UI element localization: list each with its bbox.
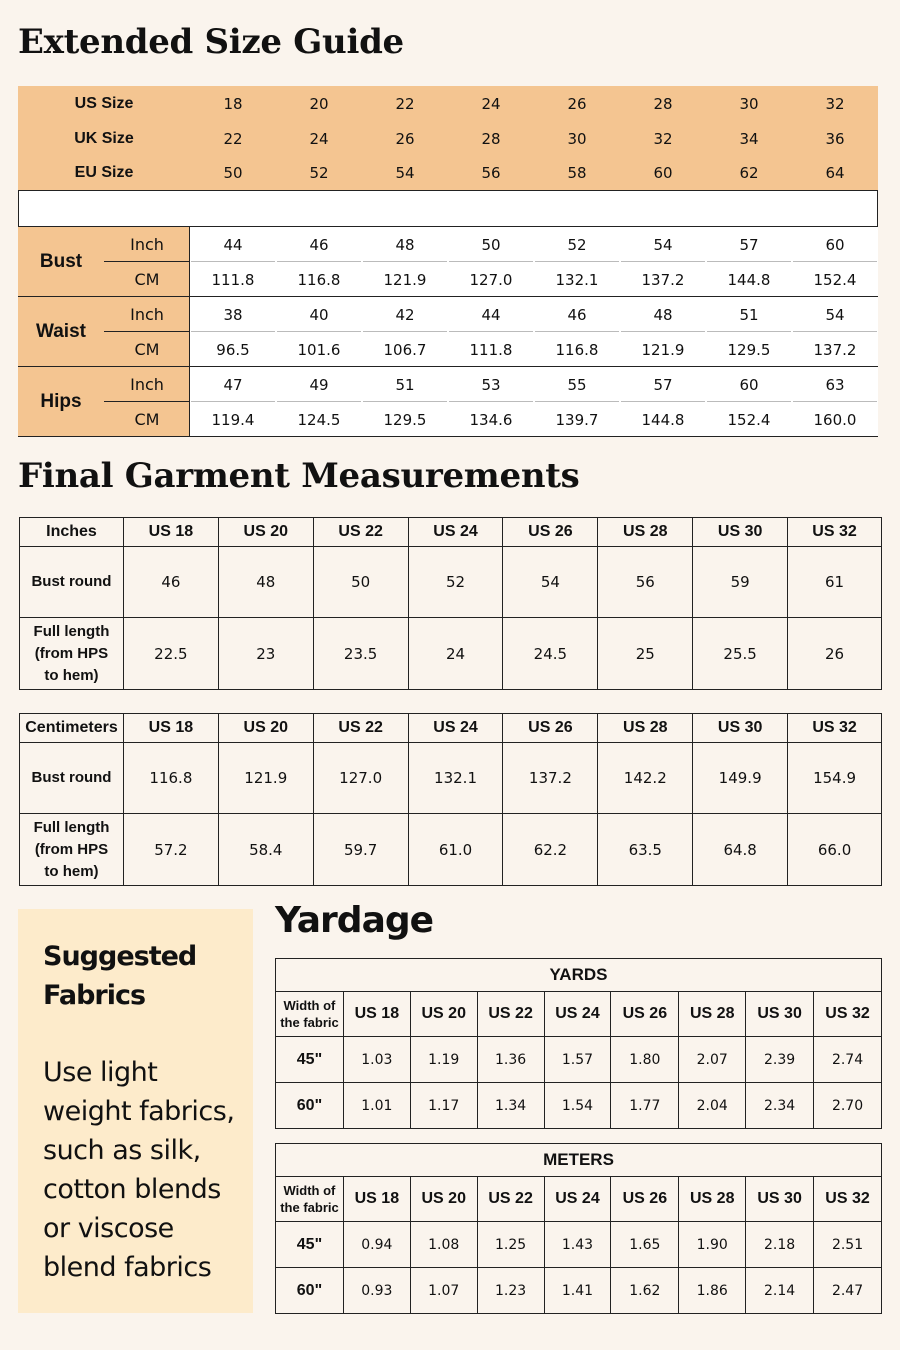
- measurement-name: Hips: [40, 391, 82, 412]
- size-value: 18: [223, 94, 243, 113]
- yardage-yards-table: [275, 958, 882, 1129]
- measurement-value: 152.4: [727, 410, 771, 429]
- table-cell: 1.43: [544, 1222, 611, 1268]
- table-cell: 142.2: [598, 743, 693, 814]
- column-header: US 30: [693, 518, 788, 547]
- table-cell: 1.90: [679, 1222, 746, 1268]
- suggested-fabrics-title: Suggested Fabrics: [43, 941, 197, 1011]
- measurement-group: [18, 297, 878, 367]
- column-header: US 30: [746, 992, 814, 1037]
- table-cell: 2.74: [814, 1037, 882, 1083]
- table-cell: 1.65: [611, 1222, 679, 1268]
- measurement-value: 129.5: [383, 410, 427, 429]
- measurement-value: 124.5: [297, 410, 341, 429]
- yardage-meters-table: [275, 1143, 882, 1314]
- column-header: US 30: [693, 714, 788, 743]
- measurement-value: 127.0: [469, 270, 513, 289]
- final-garment-inches-table: [19, 517, 882, 690]
- size-value: 62: [739, 163, 759, 182]
- unit-label: CM: [134, 270, 160, 289]
- measurement-label-cell: [18, 297, 190, 367]
- corner-cell: Inches: [20, 518, 124, 547]
- column-header: US 24: [408, 518, 503, 547]
- row-separator: [190, 401, 878, 402]
- measurement-row: [190, 402, 878, 437]
- column-header: US 18: [343, 1177, 410, 1222]
- measurement-value: 116.8: [555, 340, 599, 359]
- row-label: Bust round: [20, 547, 124, 618]
- measurement-value: 60: [739, 375, 759, 394]
- measurement-value: 132.1: [555, 270, 599, 289]
- column-header: US 22: [477, 1177, 544, 1222]
- size-value: 52: [309, 163, 329, 182]
- table-cell: 1.03: [343, 1037, 410, 1083]
- table-cell: 58.4: [218, 814, 313, 886]
- measurement-value: 46: [309, 235, 329, 254]
- column-header: US 20: [410, 1177, 477, 1222]
- measurement-value: 52: [567, 235, 587, 254]
- table-cell: 2.47: [814, 1268, 882, 1314]
- size-value: 22: [223, 129, 243, 148]
- measurement-value: 54: [825, 305, 845, 324]
- unit-label: CM: [134, 410, 160, 429]
- table-cell: 137.2: [503, 743, 598, 814]
- column-header: US 26: [611, 992, 679, 1037]
- table-cell: 24.5: [503, 618, 598, 690]
- measurement-value: 38: [223, 305, 243, 324]
- table-cell: 132.1: [408, 743, 503, 814]
- table-cell: 154.9: [788, 743, 882, 814]
- table-cell: 2.18: [746, 1222, 814, 1268]
- corner-cell: Centimeters: [20, 714, 124, 743]
- column-header: US 24: [544, 1177, 611, 1222]
- table-cell: 1.54: [544, 1083, 611, 1129]
- table-cell: 2.51: [814, 1222, 882, 1268]
- measurement-value: 137.2: [813, 340, 857, 359]
- measurement-value: 55: [567, 375, 587, 394]
- size-header-row: [18, 86, 878, 121]
- column-header: US 20: [218, 518, 313, 547]
- size-header-row: [18, 155, 878, 190]
- table-cell: 59: [693, 547, 788, 618]
- measurement-value: 46: [567, 305, 587, 324]
- caption-row: [276, 959, 882, 992]
- table-cell: 121.9: [218, 743, 313, 814]
- table-cell: 57.2: [123, 814, 218, 886]
- size-value: 32: [825, 94, 845, 113]
- table-cell: 56: [598, 547, 693, 618]
- size-value: 30: [567, 129, 587, 148]
- measurement-value: 137.2: [641, 270, 685, 289]
- table-row: [20, 547, 882, 618]
- table-cell: 1.07: [410, 1268, 477, 1314]
- size-value: 20: [309, 94, 329, 113]
- measurement-value: 119.4: [211, 410, 255, 429]
- table-cell: 2.04: [679, 1083, 746, 1129]
- measurement-row: [190, 367, 878, 402]
- size-value: 34: [739, 129, 759, 148]
- size-value: 32: [653, 129, 673, 148]
- column-header: US 28: [679, 992, 746, 1037]
- size-guide-title: Extended Size Guide: [18, 22, 404, 62]
- size-value: 60: [653, 163, 673, 182]
- table-cell: 1.25: [477, 1222, 544, 1268]
- table-row: [276, 1083, 882, 1129]
- row-label: Full length (from HPS to hem): [20, 618, 124, 690]
- measurement-name: Waist: [36, 321, 86, 342]
- measurement-row: [190, 297, 878, 332]
- size-value: 22: [395, 94, 415, 113]
- table-cell: 127.0: [313, 743, 408, 814]
- table-cell: 50: [313, 547, 408, 618]
- measurement-value: 121.9: [383, 270, 427, 289]
- measurement-value: 44: [223, 235, 243, 254]
- table-cell: 66.0: [788, 814, 882, 886]
- caption-row: [276, 1144, 882, 1177]
- measurement-value: 101.6: [297, 340, 341, 359]
- row-separator: [190, 261, 878, 262]
- header-row: [276, 1177, 882, 1222]
- table-cell: 1.08: [410, 1222, 477, 1268]
- measurement-value: 54: [653, 235, 673, 254]
- unit-label: Inch: [130, 375, 164, 394]
- row-label: 60": [276, 1083, 344, 1129]
- size-value: 26: [567, 94, 587, 113]
- column-header: US 22: [313, 714, 408, 743]
- unit-divider: [104, 261, 190, 262]
- measurement-value: 42: [395, 305, 415, 324]
- table-cell: 2.34: [746, 1083, 814, 1129]
- table-cell: 22.5: [123, 618, 218, 690]
- measurement-value: 152.4: [813, 270, 857, 289]
- column-header: US 18: [123, 518, 218, 547]
- table-cell: 0.94: [343, 1222, 410, 1268]
- table-cell: 1.41: [544, 1268, 611, 1314]
- measurement-row: [190, 227, 878, 262]
- size-value: 26: [395, 129, 415, 148]
- column-header: US 20: [218, 714, 313, 743]
- table-cell: 23.5: [313, 618, 408, 690]
- measurement-group: [18, 367, 878, 437]
- column-header: US 26: [503, 518, 598, 547]
- table-cell: 61.0: [408, 814, 503, 886]
- header-row: [20, 518, 882, 547]
- unit-divider: [104, 401, 190, 402]
- table-row: [20, 618, 882, 690]
- table-cell: 116.8: [123, 743, 218, 814]
- row-label: Bust round: [20, 743, 124, 814]
- table-cell: 1.77: [611, 1083, 679, 1129]
- body-measurements-table: [18, 227, 878, 437]
- measurement-row: [190, 262, 878, 297]
- measurement-value: 111.8: [211, 270, 255, 289]
- column-header: US 24: [544, 992, 611, 1037]
- row-label: 60": [276, 1268, 344, 1314]
- table-cell: 1.57: [544, 1037, 611, 1083]
- size-value: 28: [481, 129, 501, 148]
- column-header: US 32: [788, 518, 882, 547]
- table-cell: 1.34: [477, 1083, 544, 1129]
- size-value: 30: [739, 94, 759, 113]
- table-caption: METERS: [276, 1144, 882, 1177]
- unit-label: CM: [134, 340, 160, 359]
- table-cell: 1.62: [611, 1268, 679, 1314]
- measurement-value: 57: [739, 235, 759, 254]
- table-row: [276, 1268, 882, 1314]
- measurement-value: 144.8: [641, 410, 685, 429]
- table-row: [276, 1037, 882, 1083]
- measurement-value: 53: [481, 375, 501, 394]
- table-cell: 48: [218, 547, 313, 618]
- yardage-title: Yardage: [275, 900, 434, 941]
- column-header: US 28: [679, 1177, 746, 1222]
- measurement-value: 51: [739, 305, 759, 324]
- size-value: 64: [825, 163, 845, 182]
- size-system-label: UK Size: [74, 129, 134, 147]
- table-caption: YARDS: [276, 959, 882, 992]
- measurement-value: 160.0: [813, 410, 857, 429]
- column-header: US 18: [123, 714, 218, 743]
- header-row: [20, 714, 882, 743]
- size-value: 58: [567, 163, 587, 182]
- size-system-label: US Size: [74, 94, 134, 112]
- measurement-label-cell: [18, 227, 190, 297]
- column-header: US 24: [408, 714, 503, 743]
- column-header: US 32: [814, 992, 882, 1037]
- column-header: US 28: [598, 518, 693, 547]
- table-cell: 2.14: [746, 1268, 814, 1314]
- table-cell: 1.36: [477, 1037, 544, 1083]
- table-cell: 46: [123, 547, 218, 618]
- measurement-group: [18, 227, 878, 297]
- table-cell: 25.5: [693, 618, 788, 690]
- final-garment-cm-table: [19, 713, 882, 886]
- corner-cell: Width of the fabric: [276, 992, 344, 1037]
- size-value: 24: [309, 129, 329, 148]
- measurement-value: 57: [653, 375, 673, 394]
- column-header: US 22: [313, 518, 408, 547]
- table-cell: 2.07: [679, 1037, 746, 1083]
- size-value: 24: [481, 94, 501, 113]
- header-row: [276, 992, 882, 1037]
- measurement-value: 51: [395, 375, 415, 394]
- table-cell: 59.7: [313, 814, 408, 886]
- measurement-value: 129.5: [727, 340, 771, 359]
- measurement-row: [190, 332, 878, 367]
- measurement-value: 50: [481, 235, 501, 254]
- table-cell: 0.93: [343, 1268, 410, 1314]
- measurement-value: 47: [223, 375, 243, 394]
- measurement-value: 111.8: [469, 340, 513, 359]
- size-header-table: [18, 86, 878, 190]
- row-label: 45": [276, 1222, 344, 1268]
- measurement-value: 121.9: [641, 340, 685, 359]
- table-cell: 2.70: [814, 1083, 882, 1129]
- column-header: US 26: [611, 1177, 679, 1222]
- table-row: [20, 743, 882, 814]
- measurement-value: 60: [825, 235, 845, 254]
- measurement-value: 40: [309, 305, 329, 324]
- measurement-value: 116.8: [297, 270, 341, 289]
- measurement-value: 49: [309, 375, 329, 394]
- table-cell: 64.8: [693, 814, 788, 886]
- table-row: [20, 814, 882, 886]
- table-cell: 63.5: [598, 814, 693, 886]
- suggested-fabrics-text: Use light weight fabrics, such as silk, cotton blends or viscose blend fabrics: [43, 1057, 235, 1283]
- table-cell: 61: [788, 547, 882, 618]
- table-cell: 1.17: [410, 1083, 477, 1129]
- table-cell: 23: [218, 618, 313, 690]
- unit-divider: [104, 331, 190, 332]
- measurement-name: Bust: [39, 251, 83, 272]
- size-value: 36: [825, 129, 845, 148]
- measurement-value: 63: [825, 375, 845, 394]
- table-cell: 24: [408, 618, 503, 690]
- column-header: US 22: [477, 992, 544, 1037]
- size-header-row: [18, 121, 878, 156]
- table-cell: 1.86: [679, 1268, 746, 1314]
- row-label: 45": [276, 1037, 344, 1083]
- table-cell: 54: [503, 547, 598, 618]
- measurement-value: 134.6: [469, 410, 513, 429]
- measurement-value: 106.7: [383, 340, 427, 359]
- size-value: 56: [481, 163, 501, 182]
- table-cell: 52: [408, 547, 503, 618]
- measurement-value: 48: [653, 305, 673, 324]
- suggested-fabrics-panel: [18, 909, 253, 1313]
- column-header: US 28: [598, 714, 693, 743]
- table-cell: 62.2: [503, 814, 598, 886]
- row-label: Full length (from HPS to hem): [20, 814, 124, 886]
- size-value: 54: [395, 163, 415, 182]
- table-cell: 1.19: [410, 1037, 477, 1083]
- column-header: US 20: [410, 992, 477, 1037]
- column-header: US 30: [746, 1177, 814, 1222]
- table-cell: 149.9: [693, 743, 788, 814]
- measurement-value: 48: [395, 235, 415, 254]
- column-header: US 26: [503, 714, 598, 743]
- size-table-spacer: [18, 190, 878, 227]
- unit-label: Inch: [130, 305, 164, 324]
- table-cell: 25: [598, 618, 693, 690]
- row-separator: [190, 331, 878, 332]
- table-cell: 1.80: [611, 1037, 679, 1083]
- unit-label: Inch: [130, 235, 164, 254]
- size-value: 28: [653, 94, 673, 113]
- column-header: US 32: [788, 714, 882, 743]
- final-garment-title: Final Garment Measurements: [18, 456, 580, 496]
- table-cell: 26: [788, 618, 882, 690]
- size-value: 50: [223, 163, 243, 182]
- measurement-value: 144.8: [727, 270, 771, 289]
- column-header: US 32: [814, 1177, 882, 1222]
- table-cell: 1.23: [477, 1268, 544, 1314]
- measurement-label-cell: [18, 367, 190, 437]
- measurement-value: 44: [481, 305, 501, 324]
- corner-cell: Width of the fabric: [276, 1177, 344, 1222]
- measurement-value: 96.5: [216, 340, 250, 359]
- size-system-label: EU Size: [74, 163, 134, 181]
- table-cell: 2.39: [746, 1037, 814, 1083]
- table-cell: 1.01: [343, 1083, 410, 1129]
- measurement-value: 139.7: [555, 410, 599, 429]
- table-row: [276, 1222, 882, 1268]
- column-header: US 18: [343, 992, 410, 1037]
- group-divider: [18, 436, 878, 437]
